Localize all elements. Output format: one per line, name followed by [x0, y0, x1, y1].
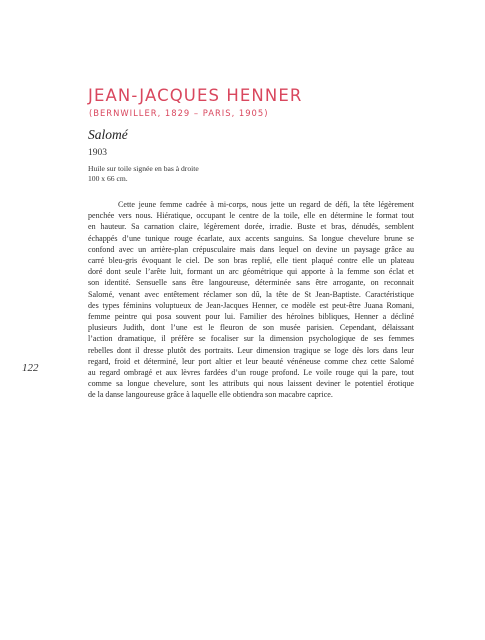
artist-name: JEAN-JACQUES HENNER — [88, 86, 303, 105]
description-line: doré dont seule l’arête luit, formant un arc géométrique qui apporte à la femme son éclat et — [88, 267, 414, 277]
description-line: son identité. Sensuelle sans être langoureuse, déterminée sans être arrogante, on reconnait — [88, 278, 414, 288]
artwork-dimensions: 100 x 66 cm. — [88, 174, 128, 183]
description-line: l’action dramatique, il préfère se focaliser sur la dimension psychologique de ses femmes — [88, 334, 414, 344]
description-line: carré bleu-gris évoquant le ciel. De son bras replié, elle tient plaqué contre elle un plateau — [88, 256, 414, 266]
description-line: de la danse langoureuse grâce à laquelle elle obtiendra son macabre caprice. — [88, 390, 333, 400]
description-line: Salomé, venant avec entêtement réclamer son dû, la tête de St Jean-Baptiste. Caractéristique — [88, 289, 414, 299]
artwork-title: Salomé — [88, 127, 128, 142]
artwork-year: 1903 — [88, 148, 107, 158]
description-line: rebelles dont il dresse plutôt des portraits. Leur dimension tragique se loge dès lors dans leur — [88, 345, 414, 355]
description-line: échappés d’une tunique rouge écarlate, aux accents sanguins. Sa longue chevelure brune se — [88, 233, 414, 243]
artist-dates: (BERNWILLER, 1829 – PARIS, 1905) — [89, 108, 269, 118]
description-line: penchée vers nous. Hiératique, occupant le centre de la toile, elle en détermine le format tout — [88, 211, 414, 221]
description-line: au regard ombragé et aux lèvres fardées d’un rouge profond. Le voile rouge qui la pare, tout — [88, 368, 414, 378]
page-number: 122 — [22, 362, 39, 374]
description-line: en hauteur. Sa carnation claire, légèrement dorée, irradie. Buste et bras, dénudés, semblent — [88, 222, 414, 232]
description-line: regard, froid et déterminé, leur port altier et leur beauté vénéneuse comme chez cette Salomé — [88, 356, 414, 366]
description-line: femme peintre qui posa souvent pour lui. Familier des héroïnes bibliques, Henner a décliné — [88, 312, 414, 322]
description-line: comme sa longue chevelure, sont les attributs qui nous laissent deviner le potentiel érotique — [88, 379, 414, 389]
description-line: Cette jeune femme cadrée à mi-corps, nous jette un regard de défi, la tête légèrement — [118, 200, 414, 209]
description-line: plusieurs Judith, dont l’une est le fleuron de son musée parisien. Cependant, délaissant — [88, 323, 414, 333]
artwork-medium: Huile sur toile signée en bas à droite — [88, 164, 199, 173]
description-paragraph — [88, 199, 414, 401]
description-line: des types féminins voluptueux de Jean-Jacques Henner, ce modèle est peut-être Juana Romani, — [88, 300, 414, 310]
description-line: confond avec un arrière-plan crépusculaire mais dans lequel on devine un paysage grâce au — [88, 244, 414, 254]
